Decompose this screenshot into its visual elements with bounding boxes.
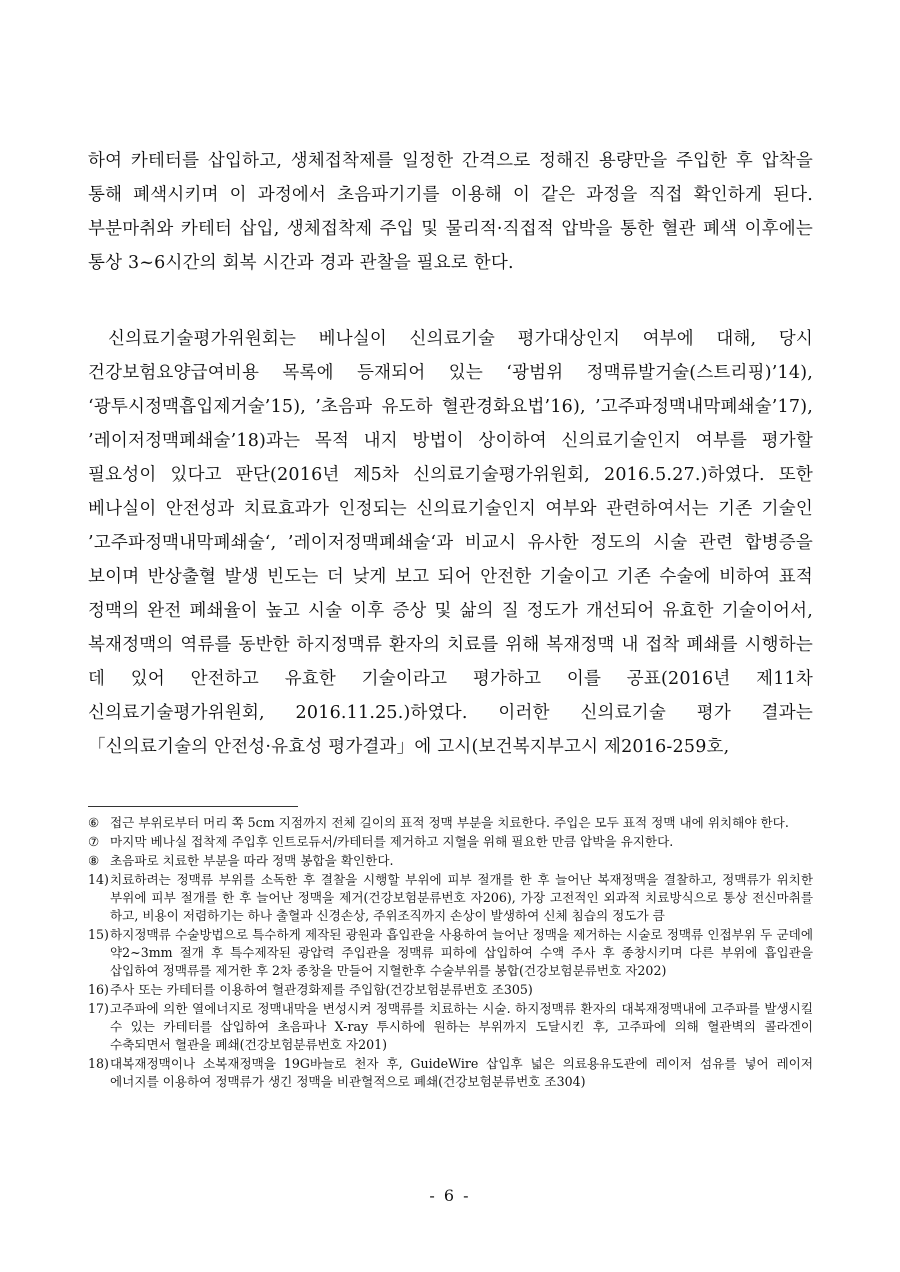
footnote-number: 14) [88,872,109,887]
footnote-marker: ⑦ [88,834,100,849]
footnote-item [88,852,813,870]
footnote-item [88,1000,813,1054]
footnote-text: 초음파로 치료한 부분을 따라 정맥 봉합을 확인한다. [110,853,394,868]
footnote-number: 15) [88,927,109,942]
footnote-item [88,981,813,999]
page-number: - 6 - [429,1186,471,1205]
footnote-number: 18) [88,1056,109,1071]
footnote-text: 주사 또는 카테터를 이용하여 혈관경화제를 주입함(건강보험분류번호 조305) [110,982,533,997]
body-paragraph-evaluation: 신의료기술평가위원회는 베나실이 신의료기술 평가대상인지 여부에 대해, 당시 건강보험요양급여비용 목록에 등재되어 있는 ‘광범위 정맥류발거술(스트리핑)’14), ‘광투시정맥흡입제거술’15), ’초음파 유도하 혈관경화요법’16), ’고주파정맥내막폐쇄술’17), ’레이저정맥폐쇄술’18)과는 목적 내지 방법이 상이하여 신의료기술인지 여부를 평가할 필요성이 있다고 판단(2016년 제5차 신의료기술평가위원회, 2016.5.27.)하였다. 또한 베나실이 안전성과 치료효과가 인정되는 신의료기술인지 여부와 관련하여서는 기존 기술인 ’고주파정맥내막폐쇄술‘, ’레이저정맥폐쇄술‘과 비교시 유사한 정도의 시술 관련 합병증을 보이며 반상출혈 발생 빈도는 더 낮게 보고 되어 안전한 기술이고 기존 수술에 비하여 표적 정맥의 완전 폐쇄율이 높고 시술 이후 증상 및 삶의 질 정도가 개선되어 유효한 기술이어서, 복재정맥의 역류를 동반한 하지정맥류 환자의 치료를 위해 복재정맥 내 접착 폐쇄를 시행하는 데 있어 안전하고 유효한 기술이라고 평가하고 이를 공표(2016년 제11차 신의료기술평가위원회, 2016.11.25.)하였다. 이러한 신의료기술 평가 결과는 「신의료기술의 안전성·유효성 평가결과」에 고시(보건복지부고시 제2016-259호, [88,329,813,757]
footnote-item [88,1055,813,1091]
footnote-marker: ⑧ [88,853,100,868]
footnote-text: 고주파에 의한 열에너지로 정맥내막을 변성시켜 정맥류를 치료하는 시술. 하지정맥류 환자의 대복재정맥내에 고주파를 발생시킬 수 있는 카테터를 삽입하여 초음파나 X-ray 투시하에 원하는 부위까지 도달시킨 후, 고주파에 의해 혈관벽의 콜라겐이 수축되면서 혈관을 폐쇄(건강보험분류번호 자201) [110,1001,813,1052]
footnote-item [88,833,813,851]
footnote-text: 치료하려는 정맥류 부위를 소독한 후 결찰을 시행할 부위에 피부 절개를 한 후 늘어난 복재정맥을 결찰하고, 정맥류가 위치한 부위에 피부 절개를 한 후 늘어난 정맥을 제거(건강보험분류번호 자206), 가장 고전적인 외과적 치료방식으로 통상 전신마취를 하고, 비용이 저렴하기는 하나 출혈과 신경손상, 주위조직까지 손상이 발생하여 신체 침습의 정도가 큼 [110,872,813,923]
footnote-text: 접근 부위로부터 머리 쪽 5cm 지점까지 전체 길이의 표적 정맥 부분을 치료한다. 주입은 모두 표적 정맥 내에 위치해야 한다. [110,815,789,830]
footnote-text: 마지막 베나실 접착제 주입후 인트로듀서/카테터를 제거하고 지혈을 위해 필요한 만큼 압박을 유지한다. [110,834,674,849]
footnote-text: 하지정맥류 수술방법으로 특수하게 제작된 광원과 흡입관을 사용하여 늘어난 정맥을 제거하는 시술로 정맥류 인접부위 두 군데에 약2~3mm 절개 후 특수제작된 광압력 주입관을 정맥류 피하에 삽입하여 수액 주사 후 종창시키며 다른 부위에 흡입관을 삽입하여 정맥류를 제거한 후 2차 종창을 만들어 지혈한후 수술부위를 봉합(건강보험분류번호 자202) [110,927,813,978]
footnote-item [88,926,813,980]
footnote-text: 대복재정맥이나 소복재정맥을 19G바늘로 천자 후, GuideWire 삽입후 넓은 의료용유도관에 레이저 섬유를 넣어 레이저 에너지를 이용하여 정맥류가 생긴 정맥을 비관혈적으로 폐쇄(건강보험분류번호 조304) [110,1056,813,1089]
body-paragraph-continued: 하여 카테터를 삽입하고, 생체접착제를 일정한 간격으로 정해진 용량만을 주입한 후 압착을 통해 폐색시키며 이 과정에서 초음파기기를 이용해 이 같은 과정을 직접 확인하게 된다. 부분마취와 카테터 삽입, 생체접착제 주입 및 물리적·직접적 압박을 통한 혈관 폐색 이후에는 통상 3~6시간의 회복 시간과 경과 관찰을 필요로 한다. [88,151,813,273]
footnote-marker: ⑥ [88,815,100,830]
footnotes-list [88,814,813,1092]
footnote-number: 16) [88,982,109,997]
footnote-separator [88,806,298,807]
footnote-item [88,871,813,925]
footnote-number: 17) [88,1001,109,1016]
footnote-item [88,814,813,832]
